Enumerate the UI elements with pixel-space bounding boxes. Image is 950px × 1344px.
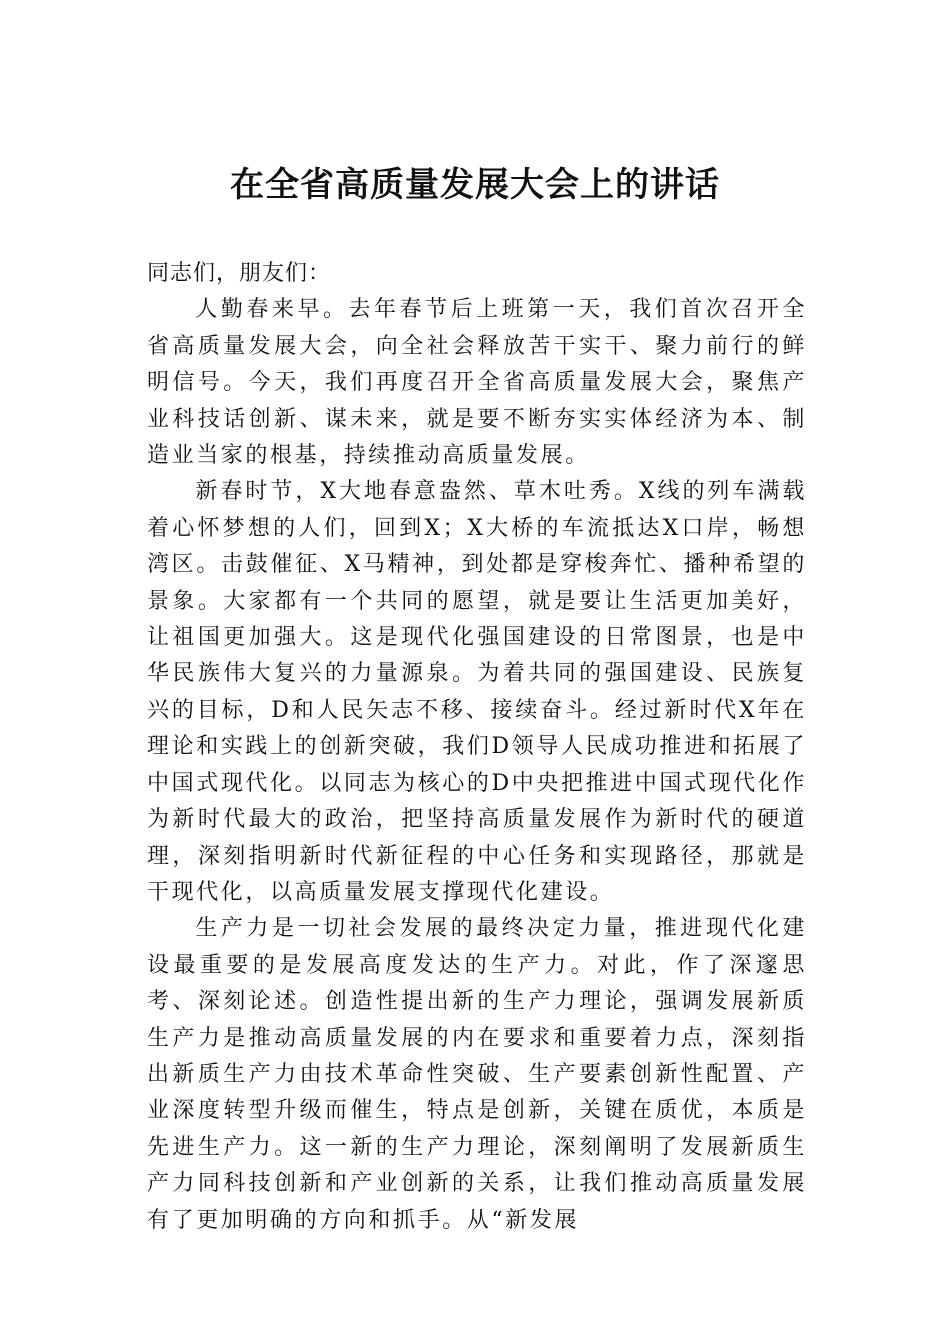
paragraph-3: 生产力是一切社会发展的最终决定力量，推进现代化建设最重要的是发展高度发达的生产力。对此，作了深邃思考、深刻论述。创造性提出新的生产力理论，强调发展新质生产力是推动高质量发展的内在要求和重要着力点，深刻指出新质生产力由技术革命性突破、生产要素创新性配置、产业深度转型升级而催生，特点是创新，关键在质优，本质是先进生产力。这一新的生产力理论，深刻阐明了发展新质生产力同科技创新和产业创新的关系，让我们推动高质量发展有了更加明确的方向和抓手。从“新发展 (147, 916, 807, 1233)
salutation: 同志们，朋友们： (147, 261, 332, 286)
paragraph-1: 人勤春来早。去年春节后上班第一天，我们首次召开全省高质量发展大会，向全社会释放苦干实干、聚力前行的鲜明信号。今天，我们再度召开全省高质量发展大会，聚焦产业科技话创新、谋未来，就是要不断夯实实体经济为本、制造业当家的根基，持续推动高质量发展。 (147, 297, 807, 469)
paragraph-2: 新春时节，X大地春意盎然、草木吐秀。X线的列车满载着心怀梦想的人们，回到X；X大桥的车流抵达X口岸，畅想湾区。击鼓催征、X马精神，到处都是穿梭奔忙、播种希望的景象。大家都有一个共同的愿望，就是要让生活更加美好，让祖国更加强大。这是现代化强国建设的日常图景，也是中华民族伟大复兴的力量源泉。为着共同的强国建设、民族复兴的目标，D和人民矢志不移、接续奋斗。经过新时代X年在理论和实践上的创新突破，我们D领导人民成功推进和拓展了中国式现代化。以同志为核心的D中央把推进中国式现代化作为新时代最大的政治，把坚持高质量发展作为新时代的硬道理，深刻指明新时代新征程的中心任务和实现路径，那就是干现代化，以高质量发展支撑现代化建设。 (147, 479, 807, 905)
document-body (147, 256, 807, 1239)
document-title: 在全省高质量发展大会上的讲话 (230, 165, 720, 205)
